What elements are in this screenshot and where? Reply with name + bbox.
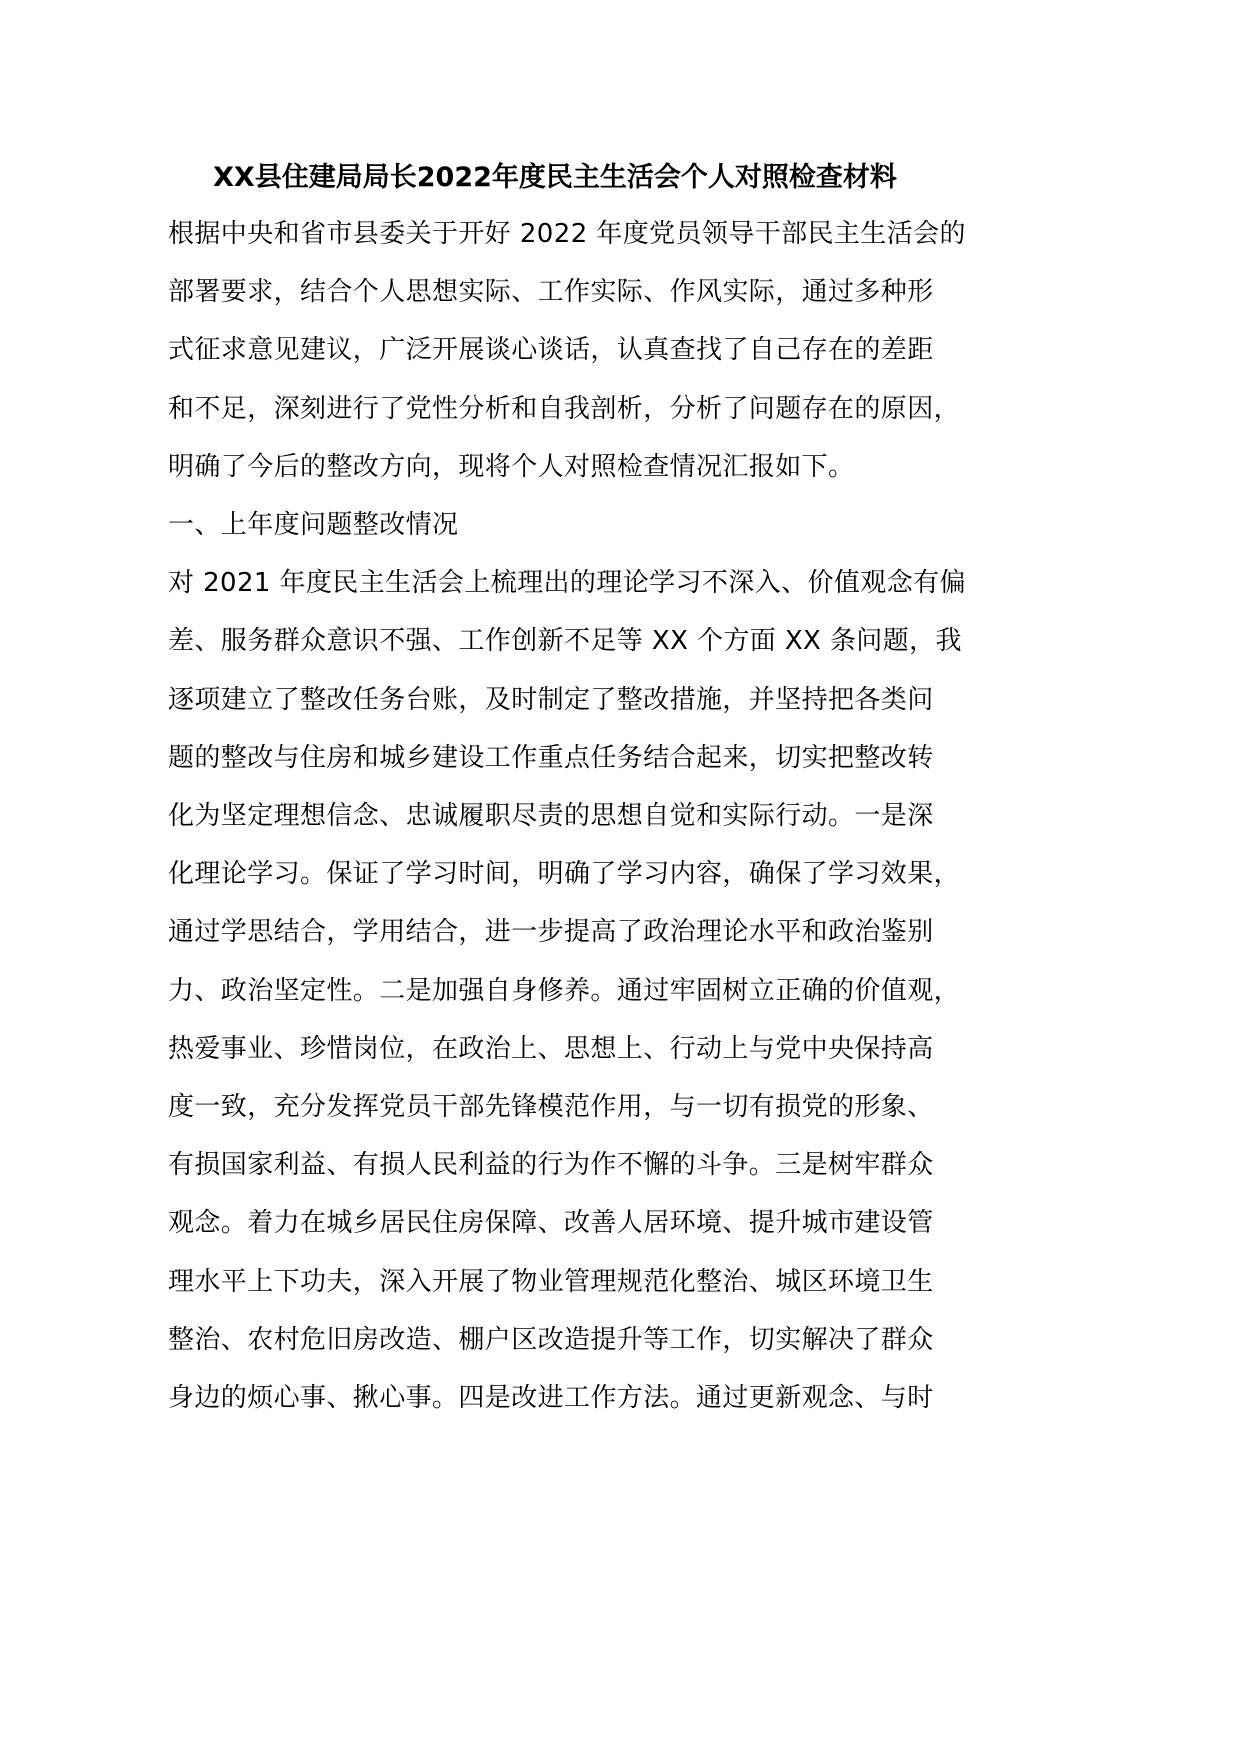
section1-paragraph-line: 化理论学习。保证了学习时间，明确了学习内容，确保了学习效果，: [168, 859, 961, 890]
section1-paragraph-line: 身边的烦心事、揪心事。四是改进工作方法。通过更新观念、与时: [168, 1383, 934, 1413]
section1-paragraph-line: 逐项建立了整改任务台账，及时制定了整改措施，并坚持把各类问: [168, 684, 934, 715]
section1-paragraph-line: 力、政治坚定性。二是加强自身修养。通过牢固树立正确的价值观，: [168, 975, 961, 1006]
section1-paragraph-line: 理水平上下功夫，深入开展了物业管理规范化整治、城区环境卫生: [168, 1266, 934, 1297]
section1-paragraph-line: 整治、农村危旧房改造、棚户区改造提升等工作，切实解决了群众: [168, 1324, 934, 1355]
intro-paragraph-line: 和不足，深刻进行了党性分析和自我剖析，分析了问题存在的原因，: [168, 393, 961, 424]
section1-paragraph-line: 化为坚定理想信念、忠诚履职尽责的思想自觉和实际行动。一是深: [168, 801, 934, 831]
intro-paragraph-line: 部署要求，结合个人思想实际、工作实际、作风实际，通过多种形: [168, 277, 934, 308]
section1-paragraph-line: 题的整改与住房和城乡建设工作重点任务结合起来，切实把整改转: [168, 742, 934, 773]
document-title: XX县住建局局长2022年度民主生活会个人对照检查材料: [213, 162, 897, 193]
intro-paragraph-line: 根据中央和省市县委关于开好 2022 年度党员领导干部民主生活会的: [168, 219, 966, 249]
section1-paragraph-line: 度一致，充分发挥党员干部先锋模范作用，与一切有损党的形象、: [168, 1092, 934, 1122]
section1-paragraph-line: 热爱事业、珍惜岗位，在政治上、思想上、行动上与党中央保持高: [168, 1033, 934, 1064]
section1-paragraph-line: 差、服务群众意识不强、工作创新不足等 XX 个方面 XX 条问题，我: [168, 626, 962, 657]
section-heading: 一、上年度问题整改情况: [168, 510, 459, 540]
section1-paragraph-line: 对 2021 年度民主生活会上梳理出的理论学习不深入、价值观念有偏: [168, 568, 966, 599]
intro-paragraph-line: 式征求意见建议，广泛开展谈心谈话，认真查找了自己存在的差距: [168, 335, 934, 366]
section1-paragraph-line: 通过学思结合，学用结合，进一步提高了政治理论水平和政治鉴别: [168, 917, 934, 948]
section1-paragraph-line: 观念。着力在城乡居民住房保障、改善人居环境、提升城市建设管: [168, 1208, 934, 1239]
section1-paragraph-line: 有损国家利益、有损人民利益的行为作不懈的斗争。三是树牢群众: [168, 1150, 934, 1181]
intro-paragraph-line: 明确了今后的整改方向，现将个人对照检查情况汇报如下。: [168, 451, 855, 482]
